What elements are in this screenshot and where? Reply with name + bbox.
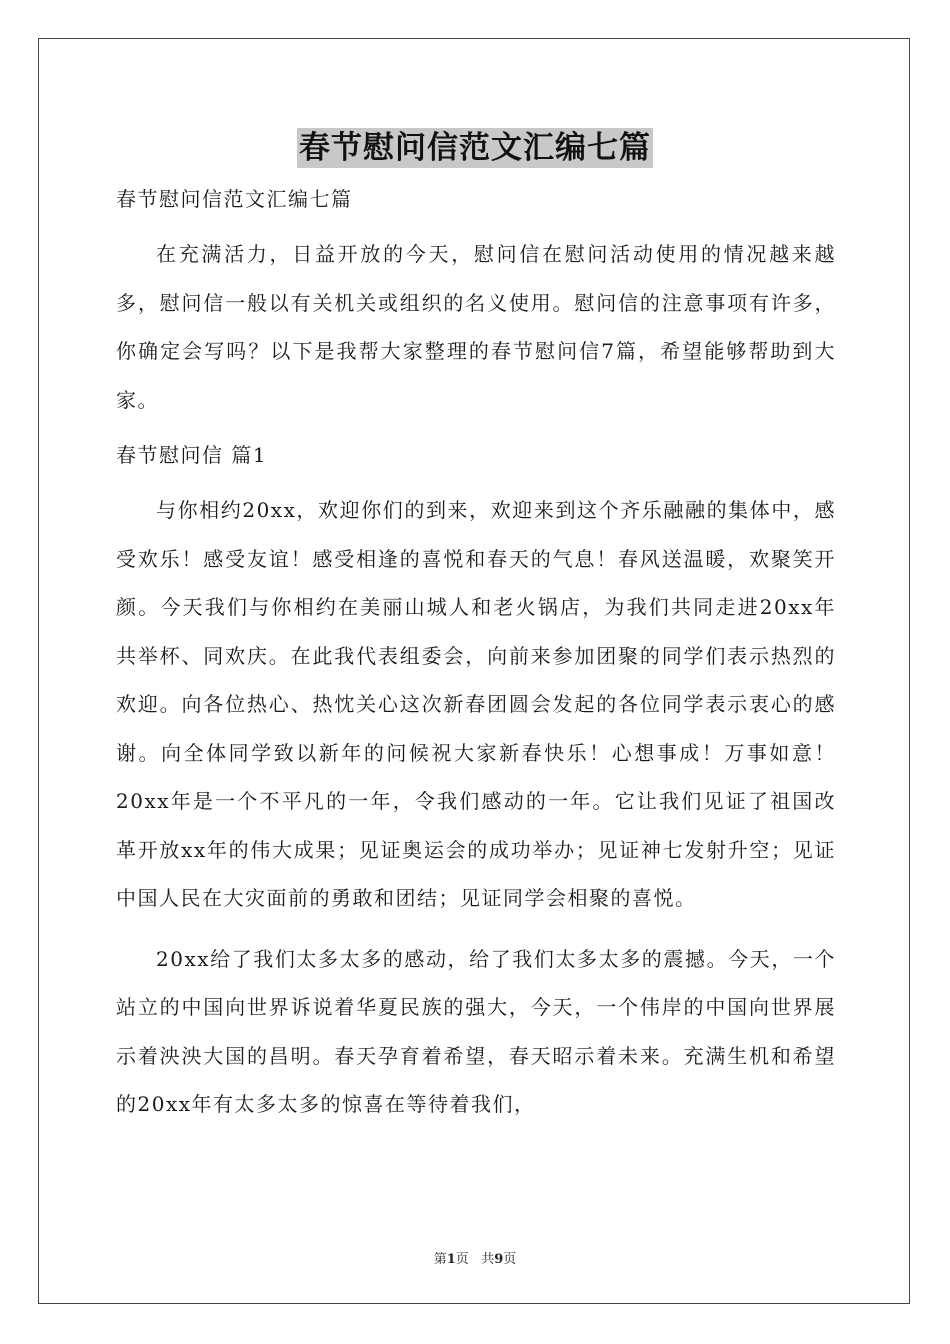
total-suffix: 页 bbox=[503, 1252, 517, 1267]
total-pages: 9 bbox=[494, 1252, 504, 1267]
intro-paragraph: 在充满活力，日益开放的今天，慰问信在慰问活动使用的情况越来越多，慰问信一般以有关机关或组织的名义使用。慰问信的注意事项有许多，你确定会写吗？以下是我帮大家整理的春节慰问信7篇，希望能够帮助到大家。 bbox=[116, 242, 836, 412]
body-paragraph-2: 20xx给了我们太多太多的感动，给了我们太多太多的震撼。今天，一个站立的中国向世界诉说着华夏民族的强大，今天，一个伟岸的中国向世界展示着泱泱大国的昌明。春天孕育着希望，春天昭示着未来。充满生机和希望的20xx年有太多太多的惊喜在等待着我们， bbox=[116, 946, 836, 1116]
document-body bbox=[116, 180, 836, 1141]
page-footer bbox=[0, 1248, 950, 1267]
body-paragraph-1: 与你相约20xx，欢迎你们的到来，欢迎来到这个齐乐融融的集体中，感受欢乐！感受友谊！感受相逢的喜悦和春天的气息！春风送温暖，欢聚笑开颜。今天我们与你相约在美丽山城人和老火锅店，为我们共同走进20xx年共举杯、同欢庆。在此我代表组委会，向前来参加团聚的同学们表示热烈的欢迎。向各位热心、热忱关心这次新春团圆会发起的各位同学表示衷心的感谢。向全体同学致以新年的问候祝大家新春快乐！心想事成！万事如意！20xx年是一个不平凡的一年，令我们感动的一年。它让我们见证了祖国改革开放xx年的伟大成果；见证奥运会的成功举办；见证神七发射升空；见证中国人民在大灾面前的勇敢和团结；见证同学会相聚的喜悦。 bbox=[116, 498, 836, 910]
page-suffix: 页 bbox=[455, 1252, 469, 1267]
page-number: 1 bbox=[446, 1252, 456, 1267]
page-prefix: 第 bbox=[433, 1252, 447, 1267]
document-subtitle: 春节慰问信范文汇编七篇 bbox=[116, 187, 353, 211]
total-prefix: 共 bbox=[481, 1252, 495, 1267]
document-title: 春节慰问信范文汇编七篇 bbox=[299, 130, 651, 166]
section-heading: 春节慰问信 篇1 bbox=[116, 443, 268, 467]
title-container bbox=[0, 128, 950, 168]
